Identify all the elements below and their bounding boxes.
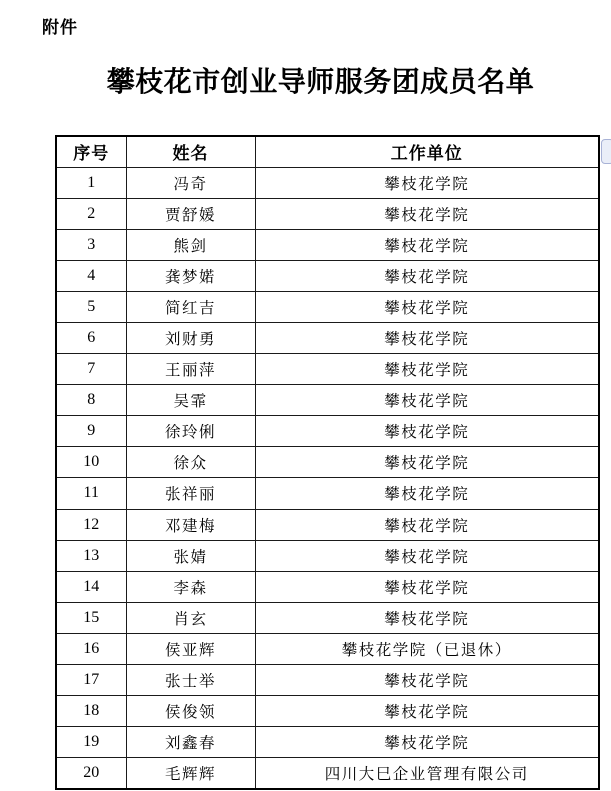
table-row <box>56 633 599 664</box>
unit-cell: 攀枝花学院 <box>255 571 599 602</box>
table-row <box>56 665 599 696</box>
row-number-cell: 9 <box>56 416 126 447</box>
name-cell: 侯俊领 <box>126 696 255 727</box>
name-cell: 简红吉 <box>126 291 255 322</box>
name-cell: 徐玲俐 <box>126 416 255 447</box>
attachment-label: 附件 <box>42 18 78 37</box>
unit-cell: 攀枝花学院 <box>255 198 599 229</box>
table-row <box>56 229 599 260</box>
header-row <box>56 136 599 167</box>
row-number-cell: 5 <box>56 291 126 322</box>
column-header-name: 姓名 <box>126 136 255 167</box>
row-number-cell: 10 <box>56 447 126 478</box>
name-cell: 龚梦婼 <box>126 260 255 291</box>
table-row <box>56 167 599 198</box>
name-cell: 张婧 <box>126 540 255 571</box>
row-number-cell: 1 <box>56 167 126 198</box>
unit-cell: 攀枝花学院 <box>255 260 599 291</box>
unit-cell: 攀枝花学院 <box>255 385 599 416</box>
name-cell: 张士举 <box>126 665 255 696</box>
table-row <box>56 727 599 758</box>
name-cell: 贾舒媛 <box>126 198 255 229</box>
row-number-cell: 2 <box>56 198 126 229</box>
name-cell: 张祥丽 <box>126 478 255 509</box>
name-cell: 王丽萍 <box>126 354 255 385</box>
unit-cell: 攀枝花学院 <box>255 665 599 696</box>
unit-cell: 攀枝花学院 <box>255 291 599 322</box>
table-row <box>56 260 599 291</box>
unit-cell: 攀枝花学院 <box>255 696 599 727</box>
unit-cell: 攀枝花学院 <box>255 602 599 633</box>
scrollbar-thumb[interactable] <box>601 139 611 164</box>
row-number-cell: 7 <box>56 354 126 385</box>
row-number-cell: 19 <box>56 727 126 758</box>
row-number-cell: 15 <box>56 602 126 633</box>
table-row <box>56 696 599 727</box>
row-number-cell: 6 <box>56 322 126 353</box>
table-row <box>56 291 599 322</box>
table-row <box>56 509 599 540</box>
table-row <box>56 571 599 602</box>
row-number-cell: 4 <box>56 260 126 291</box>
row-number-cell: 18 <box>56 696 126 727</box>
name-cell: 冯奇 <box>126 167 255 198</box>
table-row <box>56 385 599 416</box>
name-cell: 李森 <box>126 571 255 602</box>
row-number-cell: 11 <box>56 478 126 509</box>
unit-cell: 攀枝花学院 <box>255 447 599 478</box>
table-header <box>56 136 599 167</box>
name-cell: 徐众 <box>126 447 255 478</box>
unit-cell: 攀枝花学院 <box>255 416 599 447</box>
column-header-no: 序号 <box>56 136 126 167</box>
unit-cell: 攀枝花学院 <box>255 354 599 385</box>
name-cell: 刘财勇 <box>126 322 255 353</box>
row-number-cell: 13 <box>56 540 126 571</box>
name-cell: 侯亚辉 <box>126 633 255 664</box>
unit-cell: 攀枝花学院 <box>255 727 599 758</box>
table-row <box>56 478 599 509</box>
table-row <box>56 416 599 447</box>
row-number-cell: 16 <box>56 633 126 664</box>
table-row <box>56 758 599 789</box>
row-number-cell: 3 <box>56 229 126 260</box>
table-row <box>56 322 599 353</box>
unit-cell: 攀枝花学院 <box>255 509 599 540</box>
unit-cell: 攀枝花学院 <box>255 540 599 571</box>
unit-cell: 攀枝花学院 <box>255 167 599 198</box>
table-row <box>56 540 599 571</box>
table-row <box>56 354 599 385</box>
table-row <box>56 198 599 229</box>
name-cell: 吴霏 <box>126 385 255 416</box>
name-cell: 熊剑 <box>126 229 255 260</box>
unit-cell: 四川大巳企业管理有限公司 <box>255 758 599 789</box>
row-number-cell: 20 <box>56 758 126 789</box>
table-row <box>56 447 599 478</box>
column-header-unit: 工作单位 <box>255 136 599 167</box>
member-table <box>55 135 600 790</box>
row-number-cell: 8 <box>56 385 126 416</box>
unit-cell: 攀枝花学院（已退休） <box>255 633 599 664</box>
unit-cell: 攀枝花学院 <box>255 229 599 260</box>
row-number-cell: 17 <box>56 665 126 696</box>
name-cell: 邓建梅 <box>126 509 255 540</box>
table-row <box>56 602 599 633</box>
row-number-cell: 14 <box>56 571 126 602</box>
name-cell: 刘鑫春 <box>126 727 255 758</box>
page-title: 攀枝花市创业导师服务团成员名单 <box>106 66 535 97</box>
row-number-cell: 12 <box>56 509 126 540</box>
name-cell: 毛辉辉 <box>126 758 255 789</box>
name-cell: 肖玄 <box>126 602 255 633</box>
unit-cell: 攀枝花学院 <box>255 478 599 509</box>
table-body <box>56 167 599 789</box>
unit-cell: 攀枝花学院 <box>255 322 599 353</box>
